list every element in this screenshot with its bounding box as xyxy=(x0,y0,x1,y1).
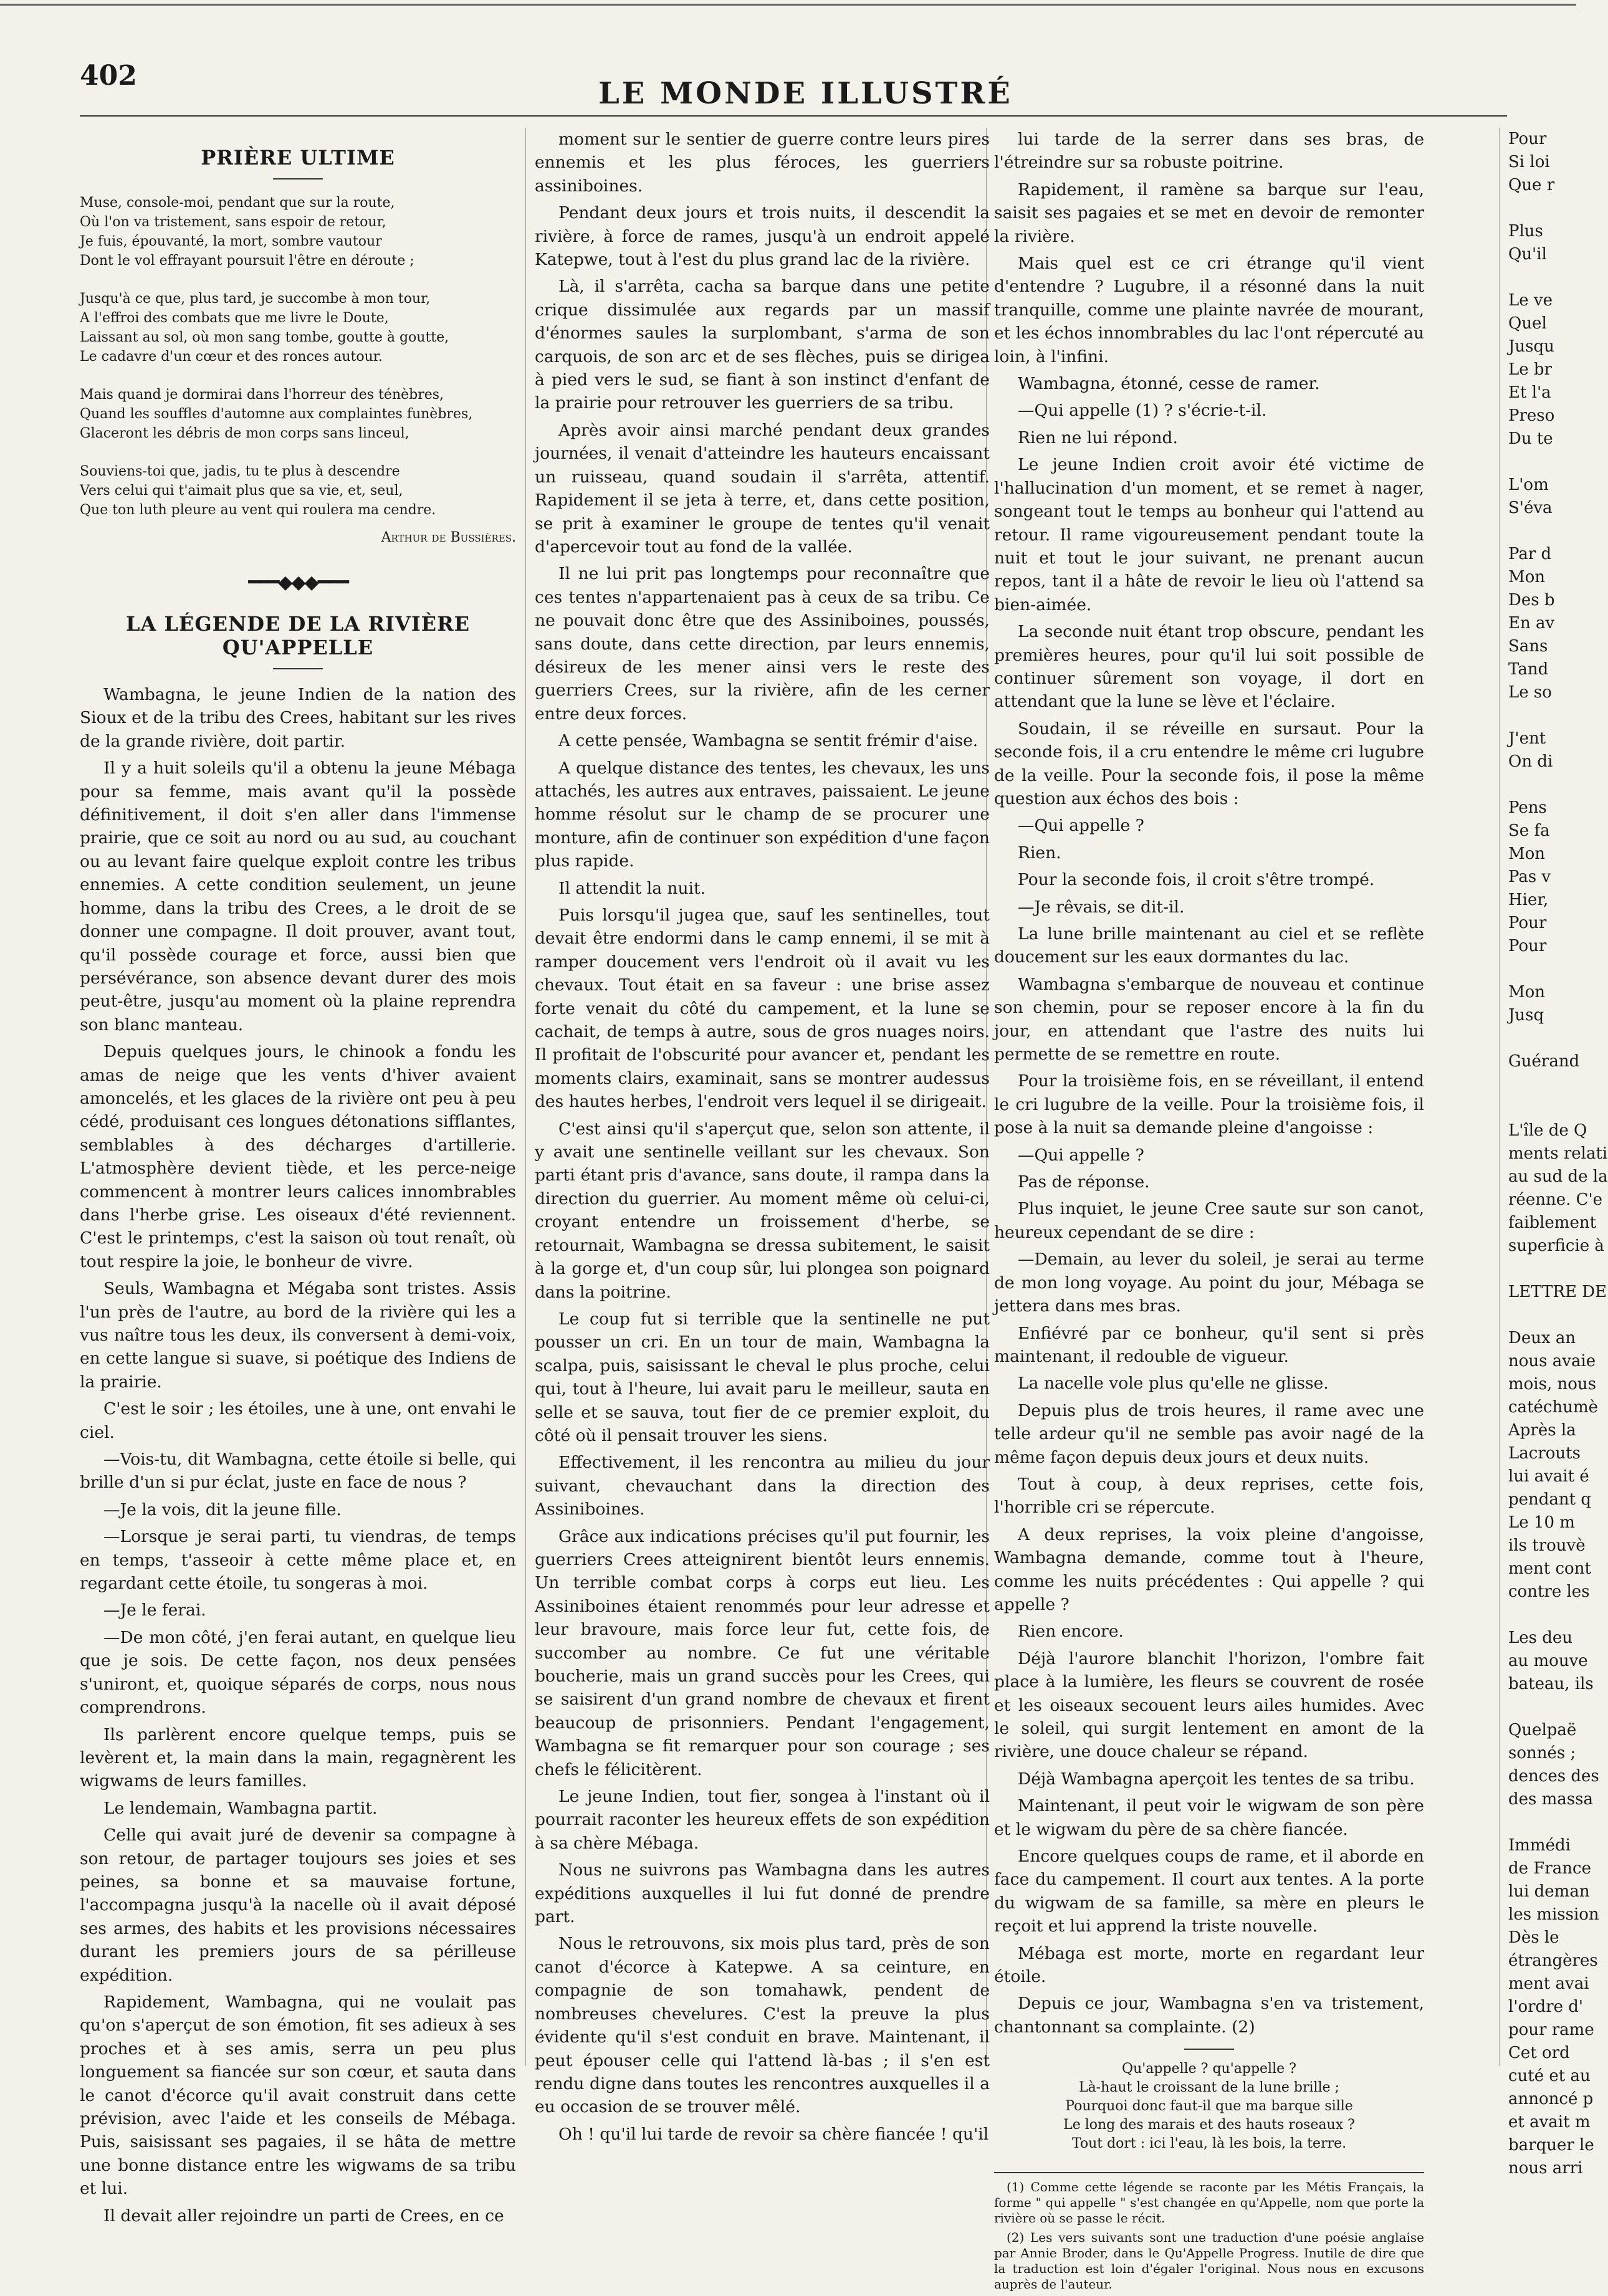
cutoff-line: étrangères xyxy=(1508,1951,1598,1970)
paragraph: Seuls, Wambagna et Mégaba sont tristes. Assis l'un près de l'autre, au bord de la rivière qui les a vus naître tous les deux, ils conversent à demi-voix, en cette langue si suave, si poétique des Indiens de la prairie. xyxy=(80,1279,516,1392)
paragraph: Rapidement, il ramène sa barque sur l'eau, saisit ses pagaies et se met en devoir de remonter la rivière. xyxy=(994,179,1424,246)
cutoff-line xyxy=(1508,1027,1576,1050)
cutoff-line: nous arri xyxy=(1508,2159,1583,2178)
cutoff-line: Se fa xyxy=(1508,821,1550,840)
paragraph: Rapidement, Wambagna, qui ne voulait pas qu'on s'aperçut de son émotion, fit ses adieux à ses proches et à ses amis, serra un peu plus longuement sa fiancée sur son cœur, et sauta dans le canot d'écorce qu'il avait construit dans cette prévision, avec l'aide et les conseils de Mébaga. Puis, saisissant ses pagaies, il se hâta de mettre une bonne distance entre les wigwams de sa tribu et lui. xyxy=(80,1992,516,2199)
paragraph: Puis lorsqu'il jugea que, sauf les sentinelles, tout devait être endormi dans le camp ennemi, il se mit à ramper doucement vers l'endroit où il avait vu les chevaux. Tout était en sa faveur : une brise assez forte venait du côté du campement, et la lune se cachait, de temps à autre, sous de gros nuages noirs. Il profitait de l'obscurité pour avancer et, pendant les moments clairs, examinait, sans se montrer audessus des hautes herbes, l'endroit vers lequel il se dirigeait. xyxy=(535,906,990,1112)
paragraph: Depuis quelques jours, le chinook a fondu les amas de neige que les vents d'hiver avaient amoncelés, et les glaces de la rivière ont peu à peu cédé, produisant ces longues détonations sifflantes, semblables à des décharges d'artillerie. L'atmosphère devient tiède, et les perce-neige commencent à montrer leurs calices innombrables dans l'herbe grise. Les oiseaux d'été reviennent. C'est le printemps, c'est la saison où tout renaît, où tout respire la joie, le bonheur de vivre. xyxy=(80,1042,516,1271)
cutoff-line: l'ordre d' xyxy=(1508,1997,1584,2016)
cutoff-line: nous avaie xyxy=(1508,1352,1596,1370)
paragraph: C'est le soir ; les étoiles, une à une, ont envahi le ciel. xyxy=(80,1399,516,1442)
song-rule xyxy=(1184,2049,1234,2050)
cutoff-line: mois, nous xyxy=(1508,1375,1596,1394)
paragraph: Mais quel est ce cri étrange qu'il vient d'entendre ? Lugubre, il a résonné dans la nuit tranquille, comme une plainte navrée de mourant, et les échos innombrables du lac l'ont répercuté au loin, à l'infini. xyxy=(994,254,1424,366)
poem-line: Je fuis, épouvanté, la mort, sombre vautour xyxy=(80,234,382,250)
cutoff-line xyxy=(1508,1096,1576,1119)
song-line: Le long des marais et des hauts roseaux ? xyxy=(1063,2117,1355,2133)
paragraph: Wambagna, étonné, cesse de ramer. xyxy=(1018,374,1320,394)
cutoff-line xyxy=(1508,958,1576,981)
title-rule xyxy=(273,178,323,179)
cutoff-line: sonnés ; xyxy=(1508,1744,1576,1763)
cutoff-line xyxy=(1508,451,1576,474)
paragraph: —Je le ferai. xyxy=(103,1600,206,1620)
cutoff-line: Après la xyxy=(1508,1421,1576,1440)
cutoff-line xyxy=(1508,773,1576,796)
cutoff-line: Deux an xyxy=(1508,1329,1576,1347)
paragraph: Celle qui avait juré de devenir sa compagne à son retour, de partager toujours ses joies et ses peines, sa bonne et sa mauvaise fortune, l'accompagna jusqu'à la nacelle où il avait déposé ses armes, des habits et les provisions nécessaires durant les premiers jours de sa périlleuse expédition. xyxy=(80,1825,516,1985)
cutoff-line: On di xyxy=(1508,752,1553,771)
paragraph: La nacelle vole plus qu'elle ne glisse. xyxy=(1018,1374,1329,1394)
cutoff-line: au sud de la xyxy=(1508,1167,1608,1186)
cutoff-line: Que r xyxy=(1508,176,1555,194)
cutoff-line: Le 10 m xyxy=(1508,1513,1575,1532)
cutoff-line xyxy=(1508,1073,1576,1096)
paragraph: Mébaga est morte, morte en regardant leur étoile. xyxy=(994,1943,1424,1987)
legend-title: LA LÉGENDE DE LA RIVIÈRE QU'APPELLE xyxy=(125,612,471,659)
cutoff-line: Par d xyxy=(1508,545,1552,563)
cutoff-line: Des b xyxy=(1508,591,1555,610)
paragraph: Enfiévré par ce bonheur, qu'il sent si près maintenant, il redouble de vigueur. xyxy=(994,1323,1424,1366)
cutoff-line: Dès le xyxy=(1508,1928,1559,1947)
poem-line: Vers celui qui t'aimait plus que sa vie, et, seul, xyxy=(80,483,403,499)
poem-line: Mais quand je dormirai dans l'horreur des ténèbres, xyxy=(80,387,444,403)
cutoff-line: superficie à xyxy=(1508,1236,1604,1255)
footnote: (1) Comme cette légende se raconte par les Métis Français, la forme " qui appelle " s'est changée en qu'Appelle, nom que porte la rivière où se passe le récit. xyxy=(994,2179,1424,2226)
paragraph: Le jeune Indien, tout fier, songea à l'instant où il pourrait raconter les heureux effets de son expédition à sa chère Mébaga. xyxy=(535,1787,990,1853)
paragraph: —Lorsque je serai parti, tu viendras, de temps en temps, t'asseoir à cette même place et, en regardant cette étoile, tu songeras à moi. xyxy=(80,1527,516,1594)
paragraph: Wambagna, le jeune Indien de la nation des Sioux et de la tribu des Crees, habitant sur les rives de la grande rivière, doit partir. xyxy=(80,685,516,751)
cutoff-column xyxy=(1508,128,1608,2180)
poem-line: Que ton luth pleure au vent qui roulera ma cendre. xyxy=(80,502,436,519)
song-line: Tout dort : ici l'eau, là les bois, la terre. xyxy=(1071,2136,1347,2152)
top-border xyxy=(0,4,1576,6)
poem-line: Où l'on va tristement, sans espoir de retour, xyxy=(80,214,386,231)
column-divider xyxy=(1499,128,1500,2066)
cutoff-line: Preso xyxy=(1508,406,1555,425)
cutoff-line: et avait m xyxy=(1508,2113,1591,2131)
paragraph: Effectivement, il les rencontra au milieu du jour suivant, chevauchant dans la direction des Assiniboines. xyxy=(535,1453,990,1519)
paragraph: Wambagna s'embarque de nouveau et continue son chemin, pour se reposer encore à la fin du jour, en attendant que l'astre des nuits lui permette de se remettre en route. xyxy=(994,974,1424,1064)
paragraph: Là, il s'arrêta, cacha sa barque dans une petite crique dissimulée aux regards par un massif d'énormes saules la surplombant, s'arma de son carquois, de son arc et de ses flèches, puis se dirigea à pied vers le sud, se fiant à son instinct d'enfant de la prairie pour retrouver les guerriers de sa tribu. xyxy=(535,277,990,413)
paragraph: Après avoir ainsi marché pendant deux grandes journées, il venait d'atteindre les hauteurs encaissant un ruisseau, quand soudain il s'arrêta, attentif. Rapidement il se jeta à terre, et, dans cette position, se prit à examiner le groupe de tentes qu'il venait d'apercevoir tout au fond de la vallée. xyxy=(535,420,990,557)
cutoff-line: Si loi xyxy=(1508,153,1550,171)
paragraph: —Demain, au lever du soleil, je serai au terme de mon long voyage. Au point du jour, Mébaga se jettera dans mes bras. xyxy=(994,1250,1424,1316)
cutoff-line xyxy=(1508,1258,1576,1281)
poem-line: A l'effroi des combats que me livre le Doute, xyxy=(80,310,389,327)
cutoff-line: L'om xyxy=(1508,476,1549,494)
paragraph: Le coup fut si terrible que la sentinelle ne put pousser un cri. En un tour de main, Wambagna la scalpa, puis, saisissant le cheval le plus proche, celui qui, tout à l'heure, lui avait paru le meilleur, sauta en selle et se sauva, tout fier de ce premier exploit, du côté où il pensait trouver les siens. xyxy=(535,1309,990,1445)
title-rule xyxy=(273,668,323,669)
paragraph: Nous ne suivrons pas Wambagna dans les autres expéditions auxquelles il lui fut donné de prendre part. xyxy=(535,1860,990,1927)
cutoff-line: Mon xyxy=(1508,983,1546,1002)
cutoff-line: des massa xyxy=(1508,1790,1593,1809)
footnote: (2) Les vers suivants sont une traduction d'une poésie anglaise par Annie Broder, dans le Qu'Appelle Progress. Inutile de dire que la traduction est loin d'égaler l'original. Nous nous en excusons auprès de l'auteur. xyxy=(994,2230,1424,2292)
cutoff-line xyxy=(1508,266,1576,289)
cutoff-line xyxy=(1508,1696,1576,1719)
cutoff-line: annoncé p xyxy=(1508,2090,1594,2108)
cutoff-line: Pens xyxy=(1508,798,1547,817)
poem-line: Jusqu'à ce que, plus tard, je succombe à mon tour, xyxy=(80,291,431,307)
poem-line: Dont le vol effrayant poursuit l'être en déroute ; xyxy=(80,253,414,269)
cutoff-line: Le so xyxy=(1508,683,1552,702)
paragraph: Encore quelques coups de rame, et il aborde en face du campement. Il court aux tentes. A la porte du wigwam de sa famille, sa mère en pleurs le reçoit et lui apprend la triste nouvelle. xyxy=(994,1847,1424,1936)
cutoff-line: réenne. C'e xyxy=(1508,1190,1603,1209)
song-verses xyxy=(994,2060,1424,2153)
column-3 xyxy=(994,128,1424,2296)
cutoff-line: dences des xyxy=(1508,1767,1599,1786)
cutoff-line xyxy=(1508,1304,1576,1327)
paragraph: Soudain, il se réveille en sursaut. Pour la seconde fois, il a cru entendre le même cri lugubre de la veille. Pour la seconde fois, il pose la même question aux échos des bois : xyxy=(994,719,1424,808)
paragraph: Tout à coup, à deux reprises, cette fois, l'horrible cri se répercute. xyxy=(994,1474,1424,1518)
paragraph: Grâce aux indications précises qu'il put fournir, les guerriers Crees atteignirent bientôt leurs ennemis. Un terrible combat corps à corps eut lieu. Les Assiniboines étaient renommés pour leur adresse et leur bravoure, mais force leur fut, cette fois, de succomber au nombre. Ce fut une véritable boucherie, mais un grand succès pour les Crees, qui se saisirent d'un grand nombre de chevaux et firent beaucoup de prisonniers. Pendant l'engagement, Wambagna se fit remarquer pour son courage ; ses chefs le félicitèrent. xyxy=(535,1526,990,1779)
cutoff-line: ment avai xyxy=(1508,1974,1589,1993)
paragraph: Le jeune Indien croit avoir été victime de l'hallucination d'un moment, et se remet à nager, songeant tout le temps au bonheur qui l'attend au retour. Il rame vigoureusement pendant toute la nuit et tout le jour suivant, ne prenant aucun repos, tant il a hâte de revoir le lieu où l'attend sa bien-aimée. xyxy=(994,455,1424,615)
paragraph: Depuis ce jour, Wambagna s'en va tristement, chantonnant sa complainte. (2) xyxy=(994,1994,1424,2037)
cutoff-line xyxy=(1508,520,1576,543)
paragraph: A cette pensée, Wambagna se sentit frémir d'aise. xyxy=(558,731,979,751)
paragraph: Il devait aller rejoindre un parti de Crees, en ce xyxy=(103,2206,504,2226)
paragraph: —Qui appelle ? xyxy=(1018,1145,1144,1165)
cutoff-line: Pas v xyxy=(1508,868,1551,886)
cutoff-line: de France xyxy=(1508,1859,1591,1878)
paragraph: Rien ne lui répond. xyxy=(1018,428,1178,447)
column-divider xyxy=(525,128,526,2066)
paragraph: Pas de réponse. xyxy=(1018,1172,1150,1192)
paragraph: La seconde nuit étant trop obscure, pendant les premières heures, pour qu'il lui soit possible de continuer sûrement son voyage, il dort en attendant que la lune se lève et l'éclaire. xyxy=(994,622,1424,712)
cutoff-line: Mon xyxy=(1508,844,1546,863)
poem-line: Souviens-toi que, jadis, tu te plus à descendre xyxy=(80,464,400,480)
legend-column-2 xyxy=(535,128,990,2150)
paragraph: —Qui appelle ? xyxy=(1018,816,1144,836)
cutoff-line: ment cont xyxy=(1508,1559,1591,1578)
cutoff-line: Les deu xyxy=(1508,1629,1573,1647)
cutoff-line: Qu'il xyxy=(1508,245,1547,264)
cutoff-line xyxy=(1508,1811,1576,1834)
paragraph: C'est ainsi qu'il s'aperçut que, selon son attente, il y avait une sentinelle veillant sur les chevaux. Son parti étant pris d'avance, sans doute, il rampa dans la direction du guerrier. Au moment même où celui-ci, croyant entendre un froissement d'herbe, se retournait, Wambagna se dressa subitement, le saisit à la gorge et, d'un coup sûr, lui plongea son poignard dans la poitrine. xyxy=(535,1119,990,1302)
cutoff-line: Du te xyxy=(1508,429,1553,448)
paragraph: Rien. xyxy=(1018,843,1061,863)
song-line: Pourquoi donc faut-il que ma barque sille xyxy=(1065,2098,1353,2115)
paragraph: —Vois-tu, dit Wambagna, cette étoile si belle, qui brille d'un si pur éclat, juste en face de nous ? xyxy=(80,1450,516,1493)
paragraph: Rien encore. xyxy=(1018,1622,1124,1642)
cutoff-line: Hier, xyxy=(1508,891,1549,909)
poem-line: Laissant au sol, où mon sang tombe, goutte à goutte, xyxy=(80,330,449,346)
cutoff-line: les mission xyxy=(1508,1905,1599,1924)
cutoff-line: Quel xyxy=(1508,314,1547,333)
cutoff-line: J'ent xyxy=(1508,729,1546,748)
paragraph: Pour la troisième fois, en se réveillant, il entend le cri lugubre de la veille. Pour la troisième fois, il pose à la nuit sa demande pleine d'angoisse : xyxy=(994,1071,1424,1138)
cutoff-line: bateau, ils xyxy=(1508,1675,1594,1693)
paragraph: moment sur le sentier de guerre contre leurs pires ennemis et les plus féroces, les guerriers assiniboines. xyxy=(535,130,990,196)
song-line: Là-haut le croissant de la lune brille ; xyxy=(1078,2080,1340,2096)
cutoff-line: Pour xyxy=(1508,937,1547,955)
legend-column-3 xyxy=(994,128,1424,2039)
paragraph: Le lendemain, Wambagna partit. xyxy=(103,1798,378,1818)
cutoff-line: Immédi xyxy=(1508,1836,1571,1855)
poem-line: Le cadavre d'un cœur et des ronces autour. xyxy=(80,349,383,365)
cutoff-line: barquer le xyxy=(1508,2136,1594,2155)
cutoff-line: Plus xyxy=(1508,222,1543,241)
paragraph: —Je rêvais, se dit-il. xyxy=(1018,897,1185,917)
poem-stanza xyxy=(80,385,516,443)
paragraph: Nous le retrouvons, six mois plus tard, près de son canot d'écorce à Katepwe. A sa ceinture, en compagnie de son tomahawk, pendent de nombreuses chevelures. C'est la preuve la plus évidente qu'il s'est conduit en brave. Maintenant, il peut épouser celle qui l'attend là-bas ; il s'en est rendu digne dans toutes les rencontres auxquelles il a eu occasion de se trouver mêlé. xyxy=(535,1934,990,2117)
cutoff-line: Tand xyxy=(1508,660,1549,679)
paragraph: La lune brille maintenant au ciel et se reflète doucement sur les eaux dormantes du lac. xyxy=(994,924,1424,967)
paragraph: Pour la seconde fois, il croit s'être trompé. xyxy=(1018,870,1375,890)
journal-title: LE MONDE ILLUSTRÉ xyxy=(598,76,1013,111)
cutoff-line: Et l'a xyxy=(1508,383,1551,402)
paragraph: —Qui appelle (1) ? s'écrie-t-il. xyxy=(1018,401,1267,421)
poem-title: PRIÈRE ULTIME xyxy=(201,146,395,170)
cutoff-line: Quelpaë xyxy=(1508,1721,1577,1739)
paragraph: A quelque distance des tentes, les chevaux, les uns attachés, les autres aux entraves, paissaient. Le jeune homme résolut sur le champ de se procurer une monture, afin de continuer son expédition d'une façon plus rapide. xyxy=(535,758,990,871)
cutoff-line: S'éva xyxy=(1508,499,1553,517)
footnotes xyxy=(994,2172,1424,2292)
poem-signature: Arthur de Bussières. xyxy=(381,530,516,546)
poem-stanza xyxy=(80,289,516,366)
cutoff-line: Pour xyxy=(1508,914,1547,932)
paragraph: Déjà Wambagna aperçoit les tentes de sa tribu. xyxy=(1018,1769,1415,1789)
poem-stanza xyxy=(80,193,516,270)
paragraph: Déjà l'aurore blanchit l'horizon, l'ombre fait place à la lumière, les fleurs se couvrent de rosée et les oiseaux secouent leurs ailes humides. Avec le soleil, qui surgit lentement en amont de la rivière, une douce chaleur se répand. xyxy=(994,1648,1424,1762)
poem-body xyxy=(80,193,516,520)
cutoff-line xyxy=(1508,197,1576,220)
cutoff-line: au mouve xyxy=(1508,1652,1588,1670)
cutoff-line: Le ve xyxy=(1508,291,1553,310)
legend-column-1 xyxy=(80,683,516,2227)
poem-line: Muse, console-moi, pendant que sur la route, xyxy=(80,195,395,211)
cutoff-line: ments relati xyxy=(1508,1144,1608,1163)
cutoff-line: lui avait é xyxy=(1508,1467,1589,1486)
cutoff-line: lui deman xyxy=(1508,1882,1590,1901)
cutoff-line: Mon xyxy=(1508,568,1546,586)
paragraph: Plus inquiet, le jeune Cree saute sur son canot, heureux cependant de se dire : xyxy=(994,1199,1424,1242)
cutoff-line xyxy=(1508,1604,1576,1627)
paragraph: Il ne lui prit pas longtemps pour reconnaître que ces tentes n'appartenaient pas à ceux de sa tribu. Ce ne pouvait donc être que des Assiniboines, poussés, sans doute, dans cette direction, par leurs ennemis, désireux de les mener ainsi vers le reste des guerriers Crees, sur la rivière, afin de les cerner entre deux forces. xyxy=(535,564,990,724)
paragraph: Il y a huit soleils qu'il a obtenu la jeune Mébaga pour sa femme, mais avant qu'il la possède définitivement, il doit s'en aller dans l'immense prairie, que ce soit au nord ou au sud, au couchant ou au levant faire quelque exploit contre les tribus ennemies. A cette condition seulement, un jeune homme, dans la tribu des Crees, a le droit de se donner une compagne. Il doit prouver, avant tout, qu'il possède courage et force, aussi bien que persévérance, son absence devant durer des mois peut-être, jusqu'au moment où la plaine reprendra son blanc manteau. xyxy=(80,758,516,1035)
page-number: 402 xyxy=(80,60,137,92)
cutoff-line: faiblement xyxy=(1508,1213,1597,1232)
paragraph: Pendant deux jours et trois nuits, il descendit la rivière, à force de rames, jusqu'à un endroit appelé Katepwe, tout à l'est du plus grand lac de la rivière. xyxy=(535,203,990,270)
cutoff-line: L'île de Q xyxy=(1508,1121,1587,1140)
header-rule xyxy=(80,115,1507,117)
cutoff-line: Jusq xyxy=(1508,1006,1544,1025)
poem-line: Glaceront les débris de mon corps sans linceul, xyxy=(80,426,409,442)
cutoff-line: Guérand xyxy=(1508,1052,1580,1071)
paragraph: —Je la vois, dit la jeune fille. xyxy=(103,1500,342,1519)
cutoff-line: Sans xyxy=(1508,637,1548,656)
cutoff-line: catéchumè xyxy=(1508,1398,1598,1417)
cutoff-line xyxy=(1508,704,1576,727)
paragraph: Ils parlèrent encore quelque temps, puis se levèrent et, la main dans la main, regagnèrent les wigwams de leurs familles. xyxy=(80,1724,516,1791)
paragraph: —De mon côté, j'en ferai autant, en quelque lieu que je sois. De cette façon, nos deux pensées s'uniront, et, quoique séparés de corps, nous nous comprendrons. xyxy=(80,1627,516,1718)
cutoff-line: En av xyxy=(1508,614,1555,633)
cutoff-line: ils trouvè xyxy=(1508,1536,1586,1555)
cutoff-line: Cet ord xyxy=(1508,2044,1570,2062)
cutoff-line: Le br xyxy=(1508,360,1552,379)
cutoff-line: LETTRE DE xyxy=(1508,1283,1607,1301)
cutoff-line: cuté et au xyxy=(1508,2067,1591,2085)
cutoff-line: contre les xyxy=(1508,1582,1590,1601)
poem-line: Quand les souffles d'automne aux complaintes funèbres, xyxy=(80,406,473,423)
section-ornament: ━━━◆◆◆━━━ xyxy=(248,571,348,593)
paragraph: Maintenant, il peut voir le wigwam de son père et le wigwam du père de sa chère fiancée. xyxy=(994,1796,1424,1839)
song-line: Qu'appelle ? qu'appelle ? xyxy=(1122,2061,1296,2077)
paragraph: Il attendit la nuit. xyxy=(558,878,706,898)
paragraph: Oh ! qu'il lui tarde de revoir sa chère fiancée ! qu'il xyxy=(558,2124,989,2144)
paragraph: lui tarde de la serrer dans ses bras, de l'étreindre sur sa robuste poitrine. xyxy=(994,130,1424,173)
column-1 xyxy=(80,128,516,2231)
paragraph: A deux reprises, la voix pleine d'angoisse, Wambagna demande, comme tout à l'heure, comme les nuits précédentes : Qui appelle ? qui appelle ? xyxy=(994,1524,1424,1614)
cutoff-line: Jusqu xyxy=(1508,337,1554,356)
cutoff-line: Pour xyxy=(1508,130,1547,148)
paragraph: Depuis plus de trois heures, il rame avec une telle ardeur qu'il ne semble pas avoir nagé de la même façon depuis deux jours et deux nuits. xyxy=(994,1400,1424,1467)
cutoff-line: pendant q xyxy=(1508,1490,1592,1509)
cutoff-line: Lacrouts xyxy=(1508,1444,1581,1463)
cutoff-line: pour rame xyxy=(1508,2021,1594,2039)
poem-stanza xyxy=(80,462,516,520)
